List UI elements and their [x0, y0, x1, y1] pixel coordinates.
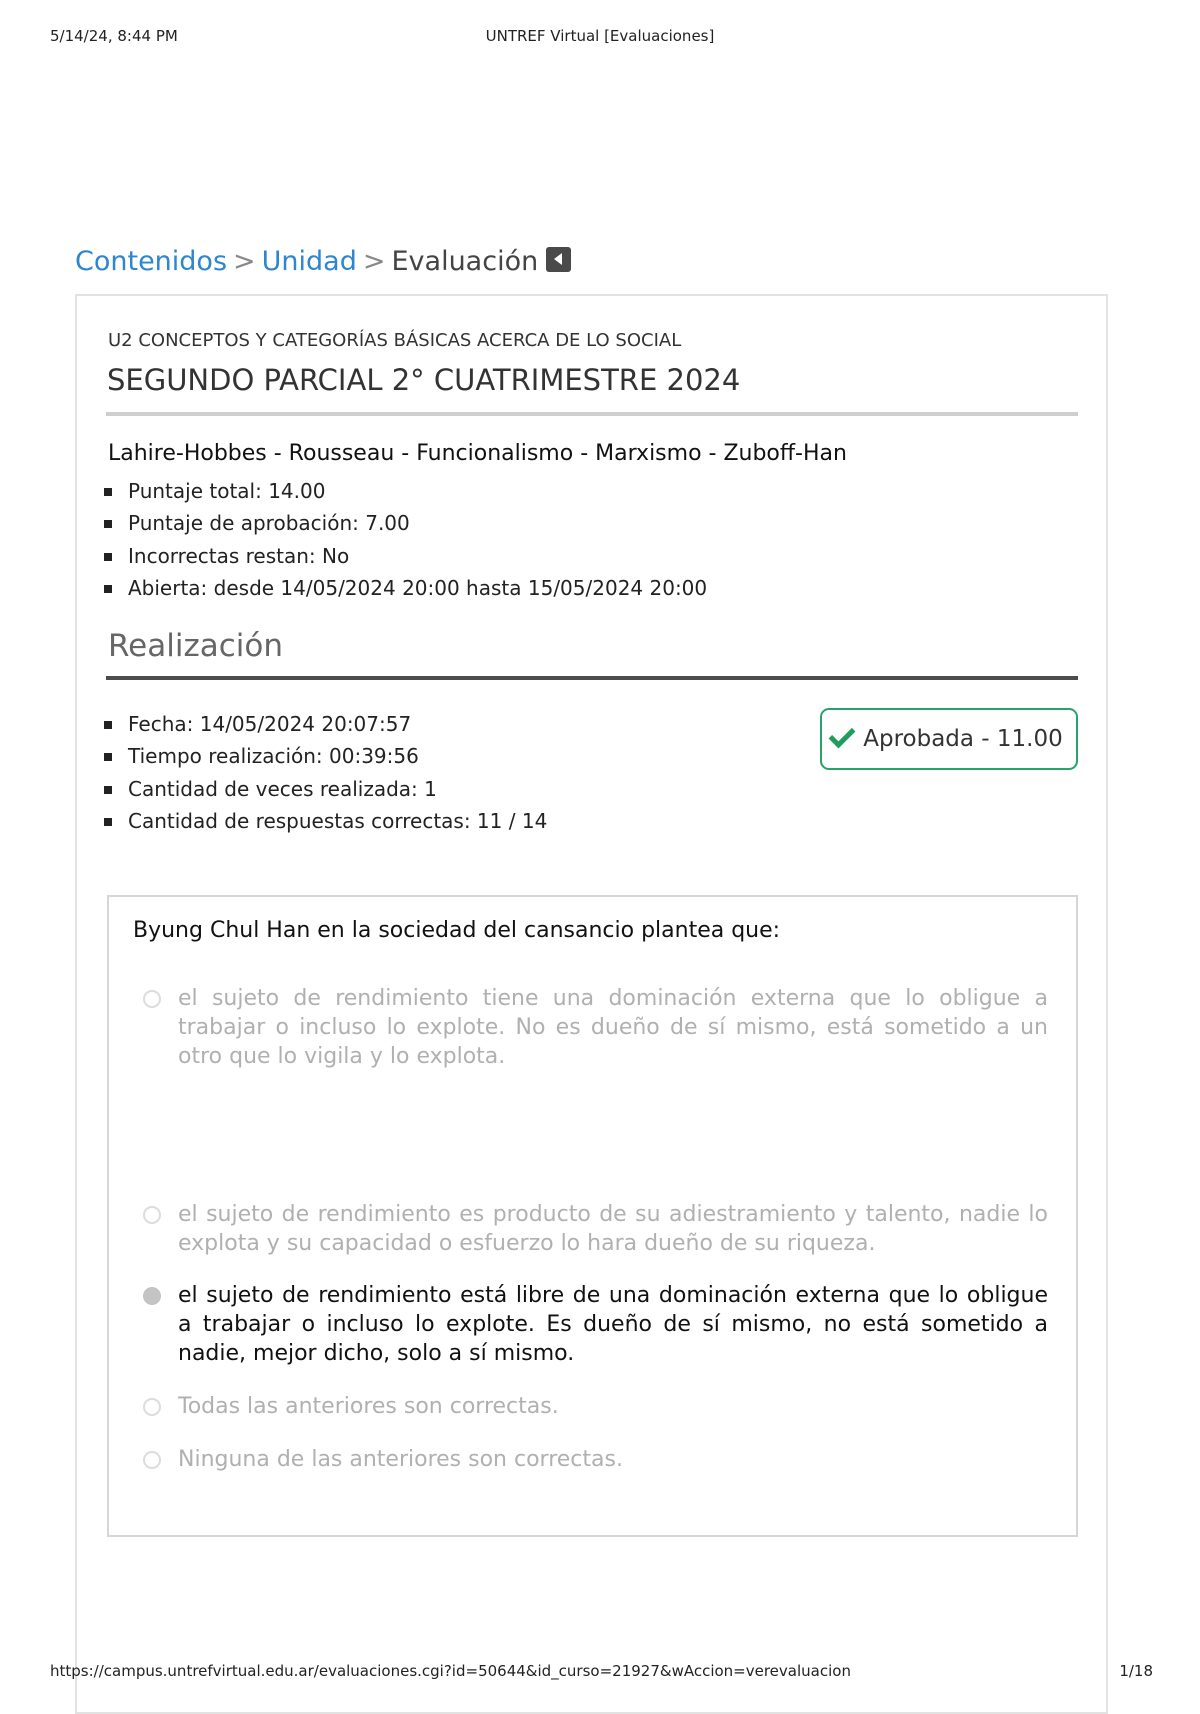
title-divider	[106, 412, 1078, 416]
answer-option-text: Todas las anteriores son correctas.	[178, 1394, 559, 1419]
check-icon	[829, 722, 856, 749]
detail-fecha: Fecha: 14/05/2024 20:07:57	[104, 708, 547, 740]
print-url: https://campus.untrefvirtual.edu.ar/evaluaciones.cgi?id=50644&id_curso=21927&wAccion=verevaluacion	[50, 1662, 851, 1680]
answer-option-3-selected[interactable]	[143, 1281, 1048, 1368]
print-page-title: UNTREF Virtual [Evaluaciones]	[485, 27, 715, 45]
back-arrow-icon[interactable]	[546, 247, 571, 272]
print-date: 5/14/24, 8:44 PM	[50, 27, 178, 45]
breadcrumb	[75, 246, 571, 277]
info-abierta: Abierta: desde 14/05/2024 20:00 hasta 15/05/2024 20:00	[104, 572, 707, 604]
unit-label: U2 CONCEPTOS Y CATEGORÍAS BÁSICAS ACERCA DE LO SOCIAL	[108, 330, 682, 351]
question-text: Byung Chul Han en la sociedad del cansancio plantea que:	[133, 918, 781, 943]
radio-button[interactable]	[143, 1206, 161, 1224]
info-incorrectas-restan: Incorrectas restan: No	[104, 540, 707, 572]
breadcrumb-contenidos-link[interactable]: Contenidos	[75, 246, 228, 277]
print-header	[0, 27, 1200, 51]
radio-button-selected[interactable]	[143, 1287, 161, 1305]
detail-veces: Cantidad de veces realizada: 1	[104, 773, 547, 805]
radio-button[interactable]	[143, 1398, 161, 1416]
answer-option-1[interactable]	[143, 984, 1048, 1071]
answer-option-text: el sujeto de rendimiento está libre de una dominación externa que lo obligue a trabajar o incluso lo explote. Es dueño de sí mismo, no está sometido a nadie, mejor dicho, solo a sí mismo.	[178, 1283, 1048, 1366]
answer-option-text: el sujeto de rendimiento es producto de su adiestramiento y talento, nadie lo explota y su capacidad o esfuerzo lo hara dueño de su riqueza.	[178, 1202, 1048, 1256]
breadcrumb-separator: >	[233, 246, 256, 277]
exam-topics: Lahire-Hobbes - Rousseau - Funcionalismo - Marxismo - Zuboff-Han	[108, 441, 847, 466]
breadcrumb-current: Evaluación	[391, 246, 539, 277]
status-badge	[820, 708, 1078, 770]
print-page-number: 1/18	[1119, 1662, 1153, 1680]
realizacion-details-list	[104, 708, 547, 837]
answer-option-2[interactable]	[143, 1200, 1048, 1258]
realizacion-divider	[106, 676, 1078, 680]
radio-button[interactable]	[143, 990, 161, 1008]
answer-option-text: el sujeto de rendimiento tiene una dominación externa que lo obligue a trabajar o incluso lo explote. No es dueño de sí mismo, está sometido a un otro que lo vigila y lo explota.	[178, 986, 1048, 1069]
detail-respuestas-correctas: Cantidad de respuestas correctas: 11 / 14	[104, 805, 547, 837]
info-puntaje-aprobacion: Puntaje de aprobación: 7.00	[104, 507, 707, 539]
realizacion-heading: Realización	[108, 628, 283, 664]
exam-info-list	[104, 475, 707, 604]
exam-title: SEGUNDO PARCIAL 2° CUATRIMESTRE 2024	[107, 363, 741, 397]
info-puntaje-total: Puntaje total: 14.00	[104, 475, 707, 507]
answer-option-text: Ninguna de las anteriores son correctas.	[178, 1447, 623, 1472]
radio-button[interactable]	[143, 1451, 161, 1469]
answer-option-5[interactable]	[143, 1445, 1048, 1474]
detail-tiempo: Tiempo realización: 00:39:56	[104, 740, 547, 772]
breadcrumb-separator: >	[362, 246, 386, 277]
breadcrumb-unidad-link[interactable]: Unidad	[261, 246, 357, 277]
answer-option-4[interactable]	[143, 1392, 1048, 1421]
status-text: Aprobada - 11.00	[863, 726, 1063, 752]
